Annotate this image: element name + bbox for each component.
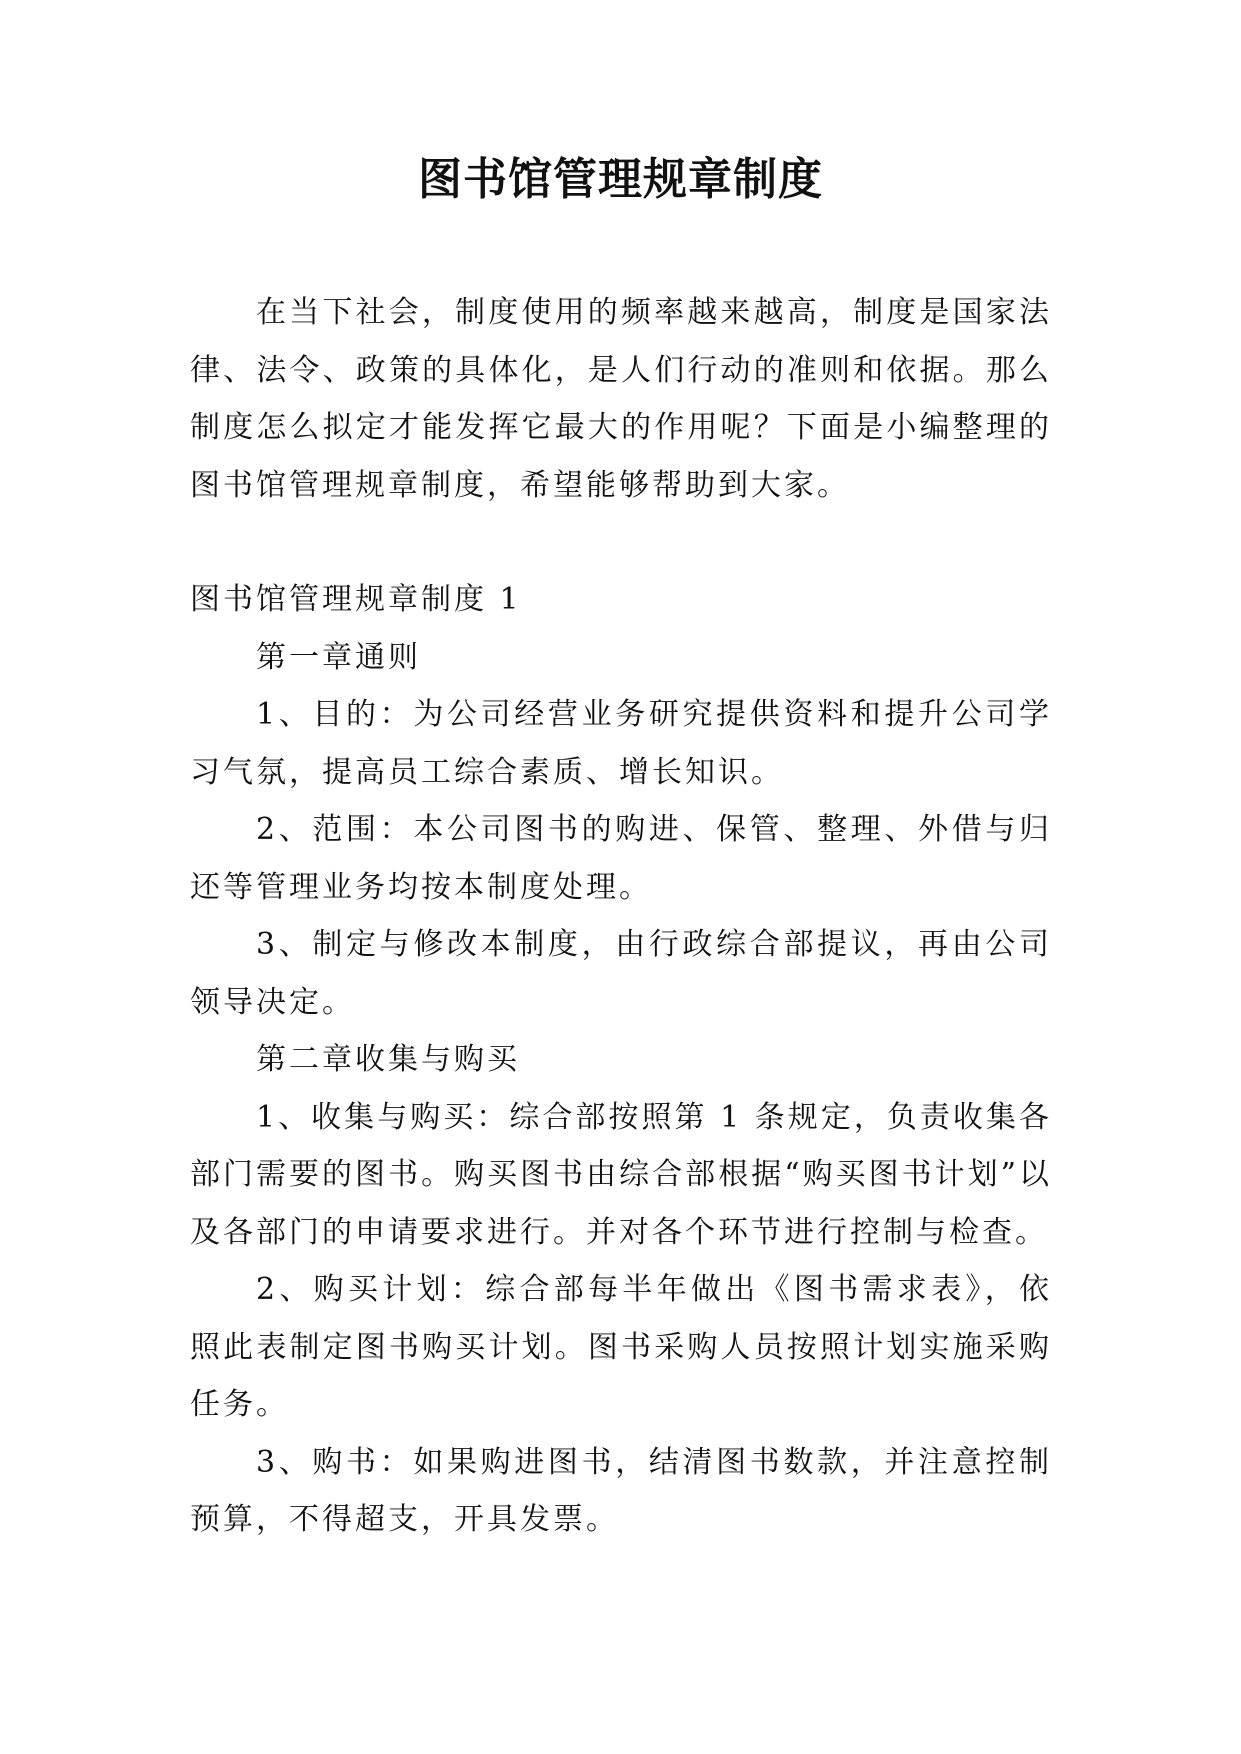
regulation-body (190, 571, 1052, 1549)
list-item: 1、收集与购买：综合部按照第 1 条规定，负责收集各部门需要的图书。购买图书由综合部根据“购买图书计划”以及各部门的申请要求进行。并对各个环节进行控制与检查。 (190, 1099, 1052, 1250)
list-item: 2、范围：本公司图书的购进、保管、整理、外借与归还等管理业务均按本制度处理。 (190, 812, 1052, 905)
list-item: 1、目的：为公司经营业务研究提供资料和提升公司学习气氛，提高员工综合素质、增长知识。 (190, 697, 1052, 790)
document-title: 图书馆管理规章制度 (418, 154, 823, 205)
chapter-heading: 第二章收集与购买 (256, 1042, 520, 1077)
chapter-heading: 第一章通则 (256, 639, 421, 675)
intro-section (190, 284, 1052, 514)
section-heading: 图书馆管理规章制度 1 (190, 582, 522, 617)
list-item: 3、购书：如果购进图书，结清图书数款，并注意控制预算，不得超支，开具发票。 (190, 1444, 1052, 1537)
list-item: 2、购买计划：综合部每半年做出《图书需求表》，依照此表制定图书购买计划。图书采购人员按照计划实施采购任务。 (190, 1272, 1052, 1422)
list-item: 3、制定与修改本制度，由行政综合部提议，再由公司领导决定。 (190, 927, 1052, 1020)
intro-paragraph: 在当下社会，制度使用的频率越来越高，制度是国家法律、法令、政策的具体化，是人们行动的准则和依据。那么制度怎么拟定才能发挥它最大的作用呢？下面是小编整理的图书馆管理规章制度，希望能够帮助到大家。 (190, 295, 1052, 503)
